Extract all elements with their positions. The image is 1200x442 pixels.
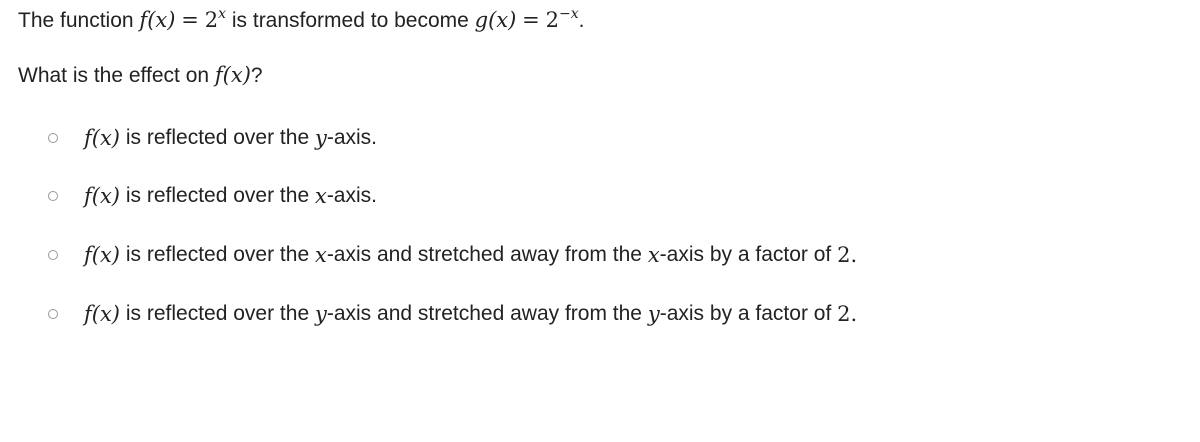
option-text: is reflected over the: [125, 302, 310, 325]
exponent-x: x: [218, 6, 227, 22]
axis-var-2: x: [647, 243, 660, 267]
option-text-2: -axis and stretched away from the: [326, 302, 642, 325]
exponent-neg-x: −x: [558, 6, 579, 22]
option-func: f(x): [84, 302, 121, 326]
radio-button[interactable]: [48, 191, 58, 201]
g-of-x: g(x): [474, 8, 517, 32]
option-text: is reflected over the: [125, 126, 310, 149]
option-text-2: -axis.: [326, 184, 377, 207]
radio-button[interactable]: [48, 133, 58, 143]
radio-button[interactable]: [48, 309, 58, 319]
factor-value: 2.: [837, 302, 858, 326]
option-c[interactable]: [48, 240, 857, 270]
axis-var: y: [314, 302, 327, 326]
option-func: f(x): [84, 126, 121, 150]
axis-var: x: [314, 184, 327, 208]
equals-sign-2: =: [522, 8, 540, 32]
f-of-x: f(x): [139, 8, 176, 32]
axis-var: x: [314, 243, 327, 267]
prompt-func: f(x): [214, 63, 251, 87]
axis-var-2: y: [647, 302, 660, 326]
equals-sign: =: [181, 8, 199, 32]
base-two: 2: [204, 8, 219, 32]
option-text-2: -axis.: [326, 126, 378, 149]
intro-text: The function: [18, 9, 134, 32]
factor-value: 2.: [837, 243, 858, 267]
question-prompt: [18, 61, 263, 90]
period: .: [578, 9, 585, 32]
option-a[interactable]: [48, 123, 377, 153]
option-func: f(x): [84, 243, 121, 267]
option-b[interactable]: [48, 181, 377, 211]
radio-button[interactable]: [48, 250, 58, 260]
transformed-text: is transformed to become: [231, 9, 469, 32]
axis-var: y: [314, 126, 327, 150]
base-two-2: 2: [545, 8, 559, 32]
option-text: is reflected over the: [125, 184, 310, 207]
option-text-2: -axis and stretched away from the: [326, 243, 642, 266]
question-statement: [18, 6, 584, 35]
option-text-3: -axis by a factor of: [659, 302, 832, 325]
option-text: is reflected over the: [125, 243, 310, 266]
prompt-after: ?: [250, 64, 263, 87]
option-text-3: -axis by a factor of: [659, 243, 832, 266]
prompt-before: What is the effect on: [18, 64, 210, 87]
option-d[interactable]: [48, 299, 857, 329]
option-func: f(x): [84, 184, 121, 208]
